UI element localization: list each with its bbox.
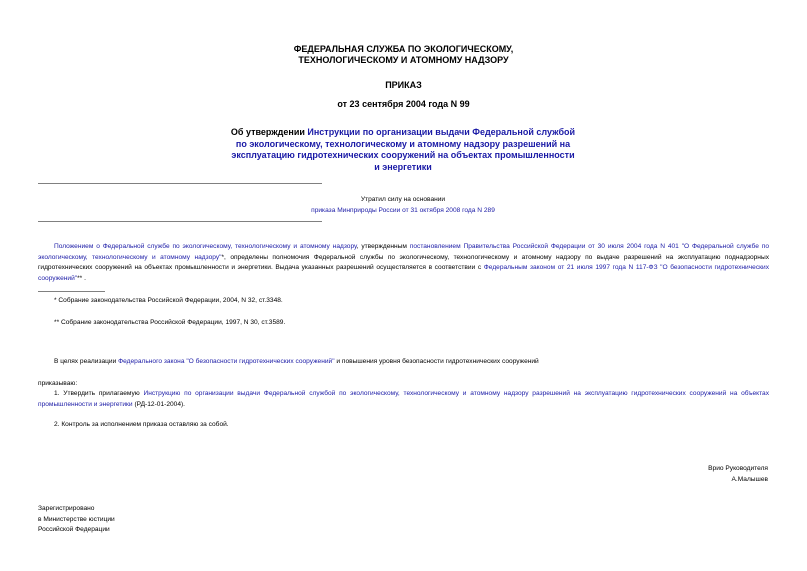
preamble-text-1: , утвержденным	[356, 243, 410, 250]
document-type: ПРИКАЗ	[385, 80, 422, 90]
order-item-1	[38, 389, 769, 410]
registration-line-2: в Министерстве юстиции	[38, 515, 115, 523]
agency-name-line2: ТЕХНОЛОГИЧЕСКОМУ И АТОМНОМУ НАДЗОРУ	[298, 55, 509, 65]
safety-law-link[interactable]: Федерального закона "О безопасности гидротехнических сооружений"	[118, 358, 335, 365]
order-word: приказываю:	[38, 380, 78, 387]
preamble-paragraph	[38, 242, 769, 284]
signatory-title: Врио Руководителя	[708, 465, 768, 472]
footnote-1: * Собрание законодательства Российской Федерации, 2004, N 32, ст.3348.	[54, 297, 283, 304]
registration-line-3: Российской Федерации	[38, 526, 110, 533]
federal-law-link[interactable]: Федеральным законом от 21 июля 1997 года N 117-ФЗ "О безопасности гидротехнических сооружений"	[38, 264, 769, 282]
divider-top	[38, 183, 322, 184]
signatory-name: А.Малышев	[731, 475, 768, 483]
revocation-order-link[interactable]: приказа Минприроды России от 31 октября 2008 года N 289	[311, 206, 495, 214]
preamble-text-2: *, определены полномочия Федеральной службы по экологическому, технологическому и атомному надзору по выдаче разрешений на эксплуатацию поднадзорных гидротехнических сооружений на объектах промышленности и энергетики. Выдача указанных разрешений осуществляется в соответствии с	[38, 253, 769, 271]
purpose-text-1: В целях реализации	[54, 358, 119, 365]
registration-note	[38, 504, 238, 536]
footnote-divider	[38, 291, 105, 292]
registration-line-1: Зарегистрировано	[38, 505, 95, 512]
signature-block	[600, 464, 768, 485]
instruction-link[interactable]: Инструкции по организации выдачи Федеральной службой по экологическому, технологическому и атомному надзору разрешений на эксплуатацию гидротехнических сооружений на объектах промышленности и энергетики	[231, 127, 576, 172]
purpose-paragraph	[54, 357, 754, 368]
regulation-link[interactable]: Положением о Федеральной службе по экологическому, технологическому и атомному надзору	[54, 243, 357, 250]
agency-name-line1: ФЕДЕРАЛЬНАЯ СЛУЖБА ПО ЭКОЛОГИЧЕСКОМУ,	[293, 44, 514, 54]
preamble-text-3: ** .	[77, 274, 86, 282]
footnote-2: ** Собрание законодательства Российской Федерации, 1997, N 30, ст.3589.	[54, 319, 286, 326]
instruction-approval-link[interactable]: Инструкцию по организации выдачи Федеральной службой по экологическому, технологическому и атомному надзору разрешений на эксплуатацию гидротехнических сооружений на объектах промышленности и энергетики	[38, 390, 770, 408]
revocation-text: Утратил силу на основании	[360, 196, 446, 203]
government-decree-link[interactable]: постановлением Правительства Российской Федерации от 30 июля 2004 года N 401 "О Федеральной службе по экологическому, технологическому и атомному надзору"	[38, 243, 769, 261]
item1-text-2: (РД-12-01-2004).	[132, 400, 186, 408]
subject-prefix: Об утверждении	[230, 127, 308, 137]
item1-text-1: 1. Утвердить прилагаемую	[54, 390, 144, 397]
order-item-2: 2. Контроль за исполнением приказа оставляю за собой.	[54, 421, 229, 428]
document-subject	[230, 127, 576, 173]
revocation-note	[290, 195, 516, 216]
document-date-number: от 23 сентября 2004 года N 99	[337, 99, 470, 109]
divider-bottom	[38, 221, 322, 222]
purpose-text-2: и повышения уровня безопасности гидротехнических сооружений	[334, 358, 539, 365]
agency-header	[0, 44, 807, 66]
